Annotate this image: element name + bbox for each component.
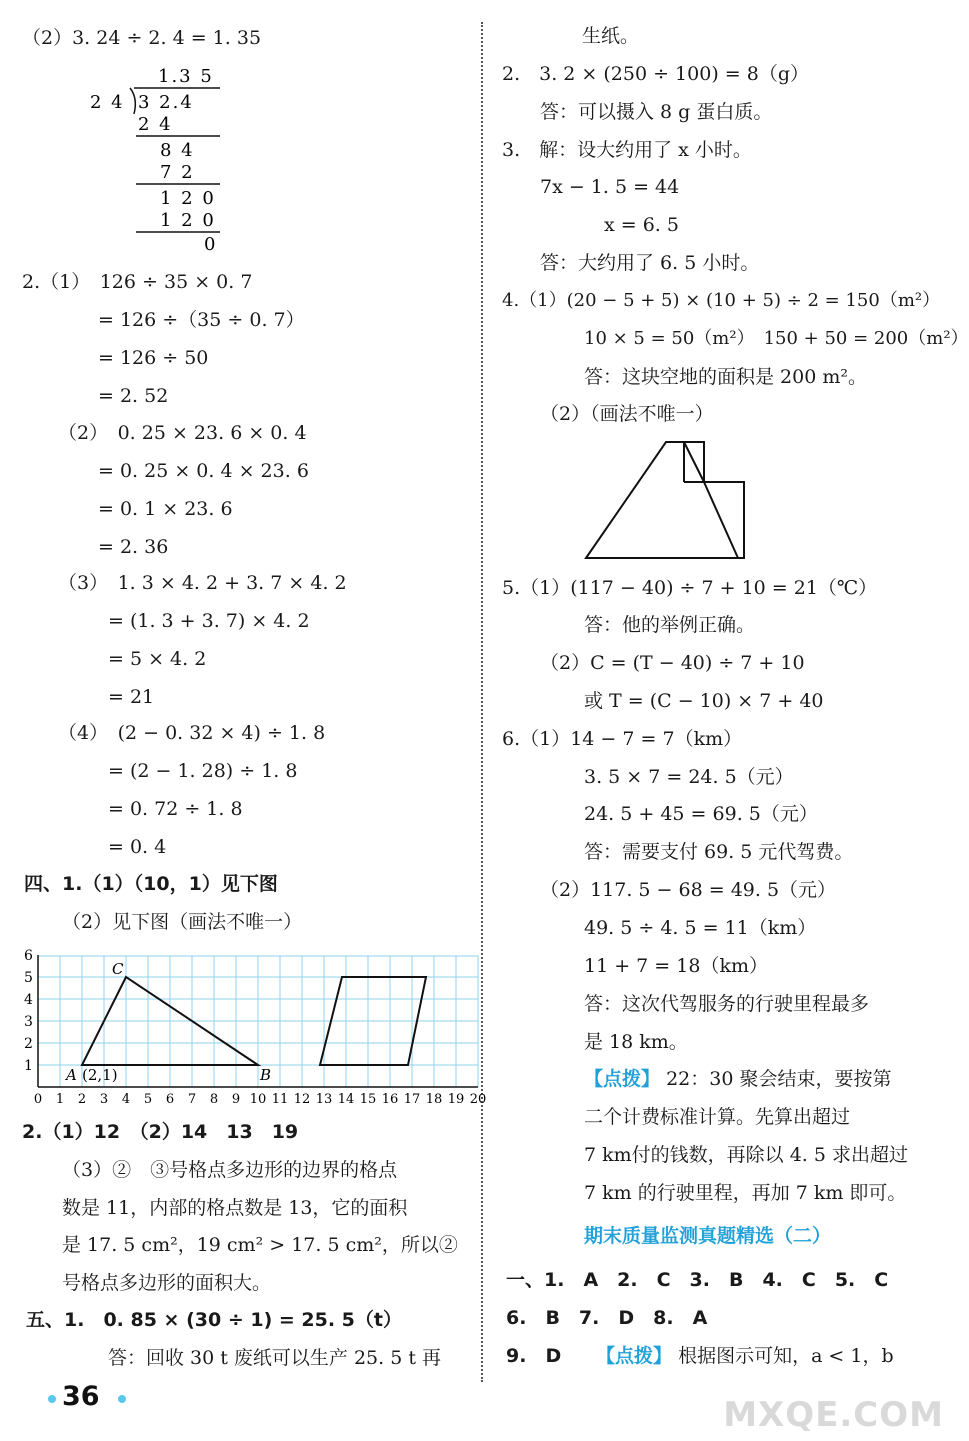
label-b: B <box>260 1066 272 1084</box>
line: = 2. 52 <box>98 385 169 407</box>
line: 四、1.（1）（10，1）见下图 <box>24 873 278 895</box>
y-tick-label: 5 <box>24 970 33 986</box>
line: = 0. 4 <box>108 836 167 858</box>
y-tick-label: 2 <box>24 1036 33 1052</box>
line: 7 km付的钱数，再除以 4. 5 求出超过 <box>584 1144 908 1166</box>
hint-line <box>584 1067 891 1091</box>
hint-text: 22：30 聚会结束，要按第 <box>666 1068 892 1090</box>
y-tick-label: 3 <box>24 1014 33 1030</box>
hint-label: 【点拨】 <box>596 1345 673 1367</box>
line: 是 17. 5 cm²，19 cm² > 17. 5 cm²，所以② <box>62 1234 458 1256</box>
dividend: 3 2.4 <box>138 92 194 113</box>
line: x = 6. 5 <box>604 214 679 236</box>
long-division <box>86 62 226 256</box>
line: 2. 3. 2 × (250 ÷ 100) = 8（g） <box>502 63 809 85</box>
line: 11 + 7 = 18（km） <box>584 955 768 977</box>
line: （2）C = (T − 40) ÷ 7 + 10 <box>540 652 805 674</box>
step: 1 2 0 <box>160 188 216 209</box>
x-tick-label: 6 <box>165 1092 175 1107</box>
x-tick-label: 20 <box>469 1092 487 1107</box>
line: （3）② ③号格点多边形的边界的格点 <box>62 1159 398 1181</box>
decor-dot <box>118 1395 126 1403</box>
step: 1 2 0 <box>160 210 216 231</box>
x-tick-label: 9 <box>231 1092 241 1107</box>
hint-line-2 <box>596 1344 894 1368</box>
line: 3. 5 × 7 = 24. 5（元） <box>584 766 794 788</box>
step: 2 4 <box>138 114 173 135</box>
line: = 0. 72 ÷ 1. 8 <box>108 798 243 820</box>
y-tick-label: 1 <box>24 1058 33 1074</box>
line: 号格点多边形的面积大。 <box>62 1272 272 1294</box>
hint-label: 【点拨】 <box>584 1068 661 1090</box>
line: 7x − 1. 5 = 44 <box>540 176 680 198</box>
line: = 0. 25 × 0. 4 × 23. 6 <box>98 460 309 482</box>
line: 二个计费标准计算。先算出超过 <box>584 1106 851 1128</box>
line: = 5 × 4. 2 <box>108 648 207 670</box>
x-tick-label: 4 <box>121 1092 131 1107</box>
label-a: A <box>66 1066 77 1084</box>
x-tick-label: 5 <box>143 1092 153 1107</box>
line: 生纸。 <box>582 25 640 47</box>
line: 答：他的举例正确。 <box>584 614 756 636</box>
x-tick-label: 14 <box>337 1092 355 1107</box>
line: （3） 1. 3 × 4. 2 + 3. 7 × 4. 2 <box>58 572 347 594</box>
line: 答：回收 30 t 废纸可以生产 25. 5 t 再 <box>108 1347 442 1369</box>
line: 2.（1）12 （2）14 13 19 <box>22 1121 299 1143</box>
line: 或 T = (C − 10) × 7 + 40 <box>584 690 824 712</box>
line: 9. D <box>506 1345 562 1367</box>
x-tick-labels <box>34 1092 486 1107</box>
label-a-coord: (2,1) <box>82 1066 118 1084</box>
line: 3. 解：设大约用了 x 小时。 <box>502 139 752 161</box>
x-tick-label: 13 <box>315 1092 333 1107</box>
x-tick-label: 19 <box>447 1092 465 1107</box>
decor-dot <box>48 1395 56 1403</box>
line: 10 × 5 = 50（m²） 150 + 50 = 200（m²） <box>584 328 969 349</box>
x-tick-label: 0 <box>33 1092 43 1107</box>
line: = 2. 36 <box>98 536 169 558</box>
step: 8 4 <box>160 140 195 161</box>
quotient: 1.3 5 <box>158 66 214 87</box>
line: = 126 ÷ 50 <box>98 347 209 369</box>
composite-figure <box>580 438 756 566</box>
line: 一、1. A 2. C 3. B 4. C 5. C <box>506 1269 889 1291</box>
line: 6. B 7. D 8. A <box>506 1307 708 1329</box>
line: 是 18 km。 <box>584 1031 688 1053</box>
line: 6.（1）14 − 7 = 7（km） <box>502 728 743 750</box>
line: 答：这次代驾服务的行驶里程最多 <box>584 993 870 1015</box>
page-number: 36 <box>62 1381 100 1412</box>
hint-text: 根据图示可知，a < 1，b <box>678 1345 894 1367</box>
x-tick-label: 12 <box>293 1092 311 1107</box>
y-tick-label: 6 <box>24 948 33 964</box>
line: = 21 <box>108 686 155 708</box>
line: （2）3. 24 ÷ 2. 4 = 1. 35 <box>22 27 262 49</box>
line: = 126 ÷（35 ÷ 0. 7） <box>98 309 305 331</box>
y-tick-labels <box>24 948 33 1074</box>
line: 49. 5 ÷ 4. 5 = 11（km） <box>584 917 817 939</box>
x-tick-label: 16 <box>381 1092 399 1107</box>
line: = (1. 3 + 3. 7) × 4. 2 <box>108 610 310 632</box>
composite-figure-svg <box>580 438 756 562</box>
x-tick-label: 8 <box>209 1092 219 1107</box>
x-tick-label: 18 <box>425 1092 443 1107</box>
x-tick-label: 3 <box>99 1092 109 1107</box>
line: （4） (2 − 0. 32 × 4) ÷ 1. 8 <box>58 722 326 744</box>
line: 24. 5 + 45 = 69. 5（元） <box>584 803 818 825</box>
line: 答：这块空地的面积是 200 m²。 <box>584 366 867 388</box>
line: （2）117. 5 − 68 = 49. 5（元） <box>540 879 837 901</box>
divisor: 2 4 <box>90 92 125 113</box>
grid-svg <box>22 948 487 1107</box>
line: 4.（1）(20 − 5 + 5) × (10 + 5) ÷ 2 = 150（m²） <box>502 290 941 311</box>
line: 五、1. 0. 85 × (30 ÷ 1) = 25. 5（t） <box>26 1309 402 1331</box>
line: （2）见下图（画法不唯一） <box>62 911 303 933</box>
step: 7 2 <box>160 162 195 183</box>
line: 7 km 的行驶里程，再加 7 km 即可。 <box>584 1182 907 1204</box>
column-divider <box>481 22 483 1382</box>
grid-figure <box>22 948 487 1110</box>
line: 2.（1） 126 ÷ 35 × 0. 7 <box>22 271 253 293</box>
x-tick-label: 10 <box>249 1092 267 1107</box>
line: （2）（画法不唯一） <box>540 403 714 425</box>
x-tick-label: 7 <box>187 1092 197 1107</box>
y-tick-label: 4 <box>24 992 33 1008</box>
line: 答：大约用了 6. 5 小时。 <box>540 252 760 274</box>
x-tick-label: 15 <box>359 1092 377 1107</box>
long-division-figure <box>86 62 226 255</box>
line: 答：需要支付 69. 5 元代驾费。 <box>584 841 854 863</box>
line: = (2 − 1. 28) ÷ 1. 8 <box>108 760 298 782</box>
label-c: C <box>112 960 124 978</box>
line: 答：可以摄入 8 g 蛋白质。 <box>540 101 773 123</box>
watermark: MXQE.COM <box>723 1395 944 1435</box>
line: = 0. 1 × 23. 6 <box>98 498 233 520</box>
line: 5.（1）(117 − 40) ÷ 7 + 10 = 21（℃） <box>502 577 878 599</box>
line: （2） 0. 25 × 23. 6 × 0. 4 <box>58 422 307 444</box>
step: 0 <box>204 234 216 255</box>
x-tick-label: 2 <box>77 1092 87 1107</box>
x-tick-label: 1 <box>55 1092 65 1107</box>
section-title: 期末质量监测真题精选（二） <box>584 1225 832 1247</box>
line: 数是 11，内部的格点数是 13，它的面积 <box>62 1197 408 1219</box>
x-tick-label: 11 <box>271 1092 289 1107</box>
x-tick-label: 17 <box>403 1092 421 1107</box>
